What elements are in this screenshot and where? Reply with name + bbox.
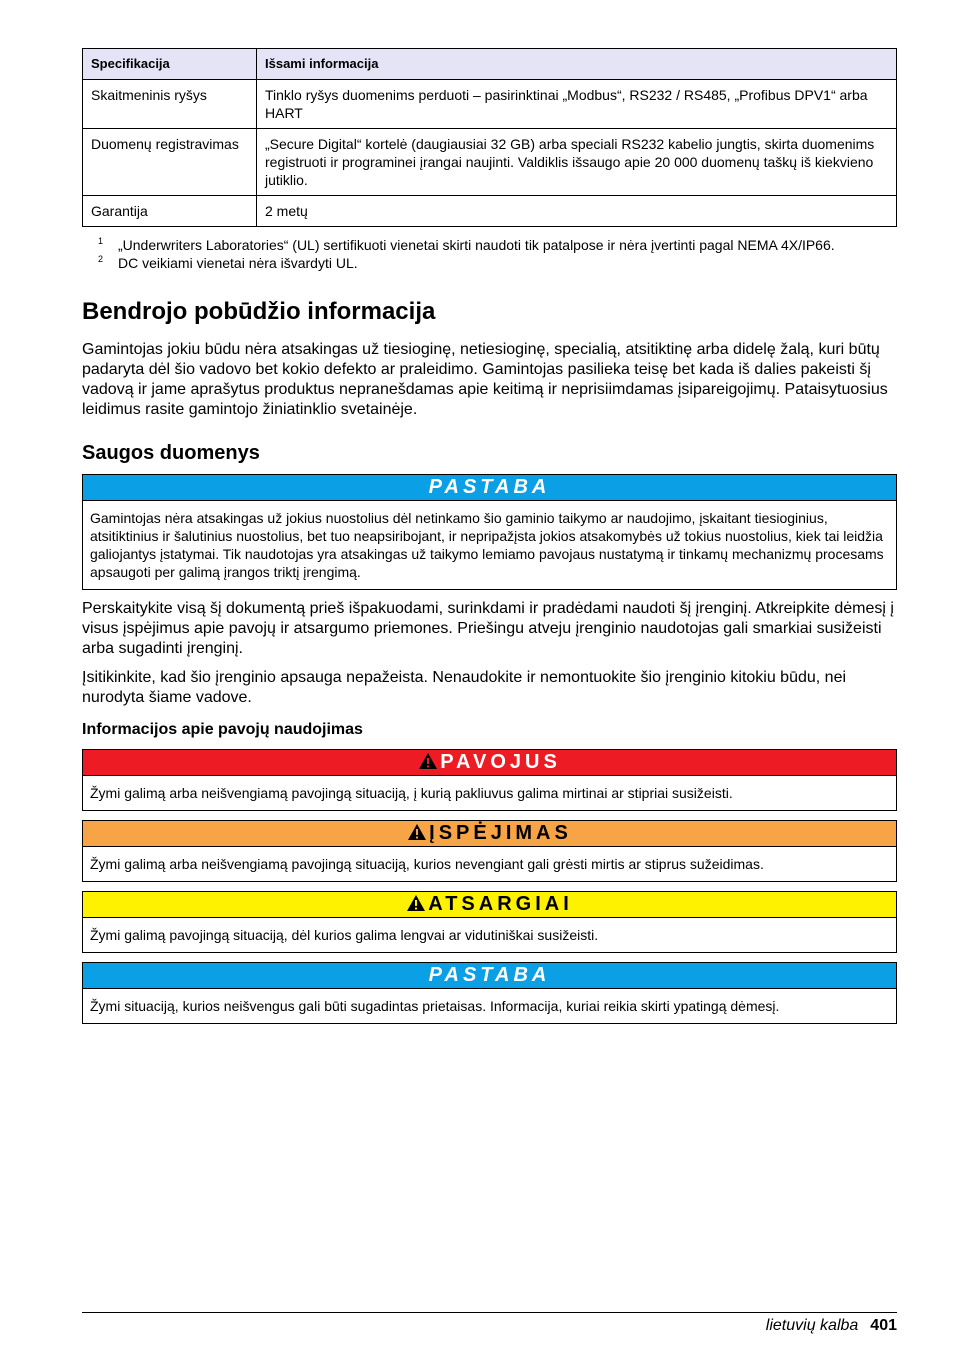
table-row — [83, 129, 897, 196]
notice-text: Žymi situaciją, kurios neišvengus gali būti sugadintas prietaisas. Informacija, kuriai reikia skirti ypatingą dėmesį. — [90, 998, 780, 1014]
caution-header — [83, 892, 896, 918]
footnote-text: „Underwriters Laboratories“ (UL) sertifikuoti vienetai skirti naudoti tik patalpose ir nėra įvertinti pagal NEMA 4X/IP66. — [118, 237, 835, 253]
section-title-general: Bendrojo pobūdžio informacija — [82, 298, 436, 325]
warning-triangle-icon — [418, 752, 438, 770]
notice-box — [82, 474, 897, 590]
footnote — [82, 236, 897, 254]
warning-label: ĮSPĖJIMAS — [429, 822, 572, 844]
table-header-cell: Specifikacija — [83, 49, 257, 80]
caution-label: ATSARGIAI — [428, 893, 573, 915]
page-number: 401 — [870, 1317, 897, 1334]
footnote-mark: 1 — [98, 236, 104, 246]
table-cell: 2 metų — [257, 196, 897, 227]
warning-triangle-icon — [406, 894, 426, 912]
page-content — [82, 48, 897, 1033]
table-row — [83, 80, 897, 129]
table-cell: „Secure Digital“ kortelė (daugiausiai 32 GB) arba speciali RS232 kabelio jungtis, skirta duomenims registruoti ir programinei įrangai naujinti. Valdiklis išsaugo apie 20 000 duomenų taškų iš kiekvieno jutiklio. — [257, 129, 897, 196]
table-cell: Skaitmeninis ryšys — [83, 80, 257, 129]
specification-table — [82, 48, 897, 227]
warning-triangle-icon — [407, 823, 427, 841]
safety-paragraph-1: Perskaitykite visą šį dokumentą prieš išpakuodami, surinkdami ir pradėdami naudoti šį įrenginį. Atkreipkite dėmesį į visus įspėjimus apie pavojų ir atsargumo priemones. Priešingu atveju įrenginio naudotojas gali smarkiai susižeisti arba sugadinti įrenginį. — [82, 600, 894, 657]
page-footer — [82, 1312, 897, 1336]
footnote — [82, 254, 897, 272]
table-row — [83, 196, 897, 227]
table-cell: Garantija — [83, 196, 257, 227]
danger-header — [83, 750, 896, 776]
footnote-mark: 2 — [98, 254, 104, 264]
notice-text: Gamintojas nėra atsakingas už jokius nuostolius dėl netinkamo šio gaminio taikymo ar naudojimo, įskaitant tiesioginius, atsitiktinius ir šalutinius nuostolius, bet tuo neapsiribojant, ir nepripažįsta jokios atsakomybės už tokius nuostolius, kiek tai leidžia galiojantys įstatymai. Tik naudotojas yra atsakingas už taikymo lemiamo pavojaus nustatymą ir tinkamų mechanizmų procesams apsaugoti per galimą įrangos triktį įrengimą. — [90, 510, 884, 580]
safety-paragraph-2: Įsitikinkite, kad šio įrenginio apsauga nepažeista. Nenaudokite ir nemontuokite šio įrenginio kitokiu būdu, nei nurodyta šiame vadove. — [82, 669, 847, 706]
footnote-text: DC veikiami vienetai nėra išvardyti UL. — [118, 255, 358, 271]
table-header-cell: Išsami informacija — [257, 49, 897, 80]
notice-box-2 — [82, 962, 897, 1024]
danger-box — [82, 749, 897, 811]
caution-text: Žymi galimą pavojingą situaciją, dėl kurios galima lengvai ar vidutiniškai susižeisti. — [90, 927, 599, 943]
footnotes — [82, 236, 897, 272]
table-header-row — [83, 49, 897, 80]
danger-label: PAVOJUS — [440, 751, 561, 773]
caution-box — [82, 891, 897, 953]
danger-text: Žymi galimą arba neišvengiamą pavojingą situaciją, į kurią pakliuvus galima mirtinai ar stipriai susižeisti. — [90, 785, 733, 801]
warning-header — [83, 821, 896, 847]
notice-header: PASTABA — [83, 475, 896, 501]
section-title-safety: Saugos duomenys — [82, 442, 260, 464]
table-cell: Duomenų registravimas — [83, 129, 257, 196]
section-title-hazard: Informacijos apie pavojų naudojimas — [82, 721, 363, 738]
notice-header: PASTABA — [83, 963, 896, 989]
warning-text: Žymi galimą arba neišvengiamą pavojingą situaciją, kurios nevengiant gali grėsti mirtis ar stiprus sužeidimas. — [90, 856, 764, 872]
footer-language: lietuvių kalba — [765, 1317, 859, 1334]
general-paragraph: Gamintojas jokiu būdu nėra atsakingas už tiesioginę, netiesioginę, specialią, atsitiktinę arba didelę žalą, kuri būtų padaryta dėl šio vadovo bet kokio defekto ar praleidimo. Gamintojas pasilieka teisę bet kada iš dalies pakeisti šį vadovą ir jame aprašytus produktus nepranešdamas apie keitimą ir neprisiimdamas įsipareigojimų. Pataisytuosius leidimus rasite gamintojo žiniatinklio svetainėje. — [82, 341, 888, 418]
warning-box — [82, 820, 897, 882]
table-cell: Tinklo ryšys duomenims perduoti – pasirinktinai „Modbus“, RS232 / RS485, „Profibus DPV1“ arba HART — [257, 80, 897, 129]
